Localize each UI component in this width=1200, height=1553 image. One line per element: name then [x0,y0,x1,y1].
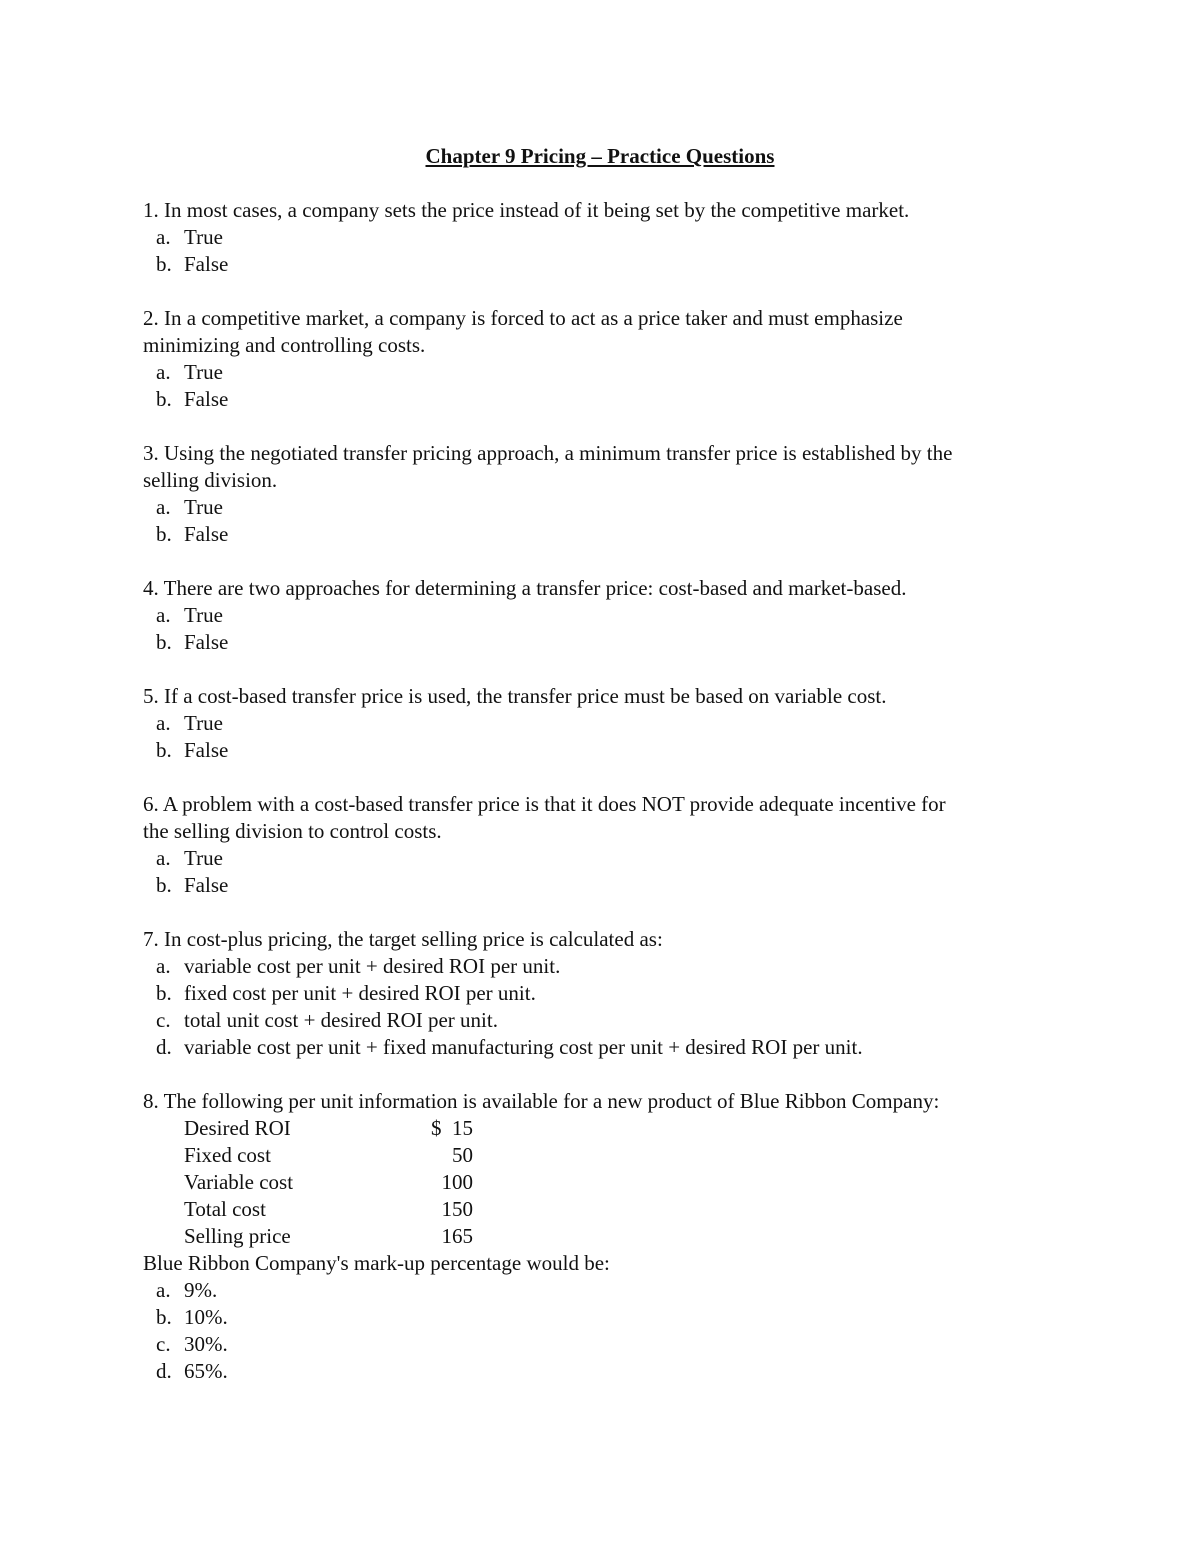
option-letter: b. [156,738,172,762]
option-text: 10%. [184,1305,228,1329]
answer-option-a [143,602,1073,629]
option-text: 65%. [184,1359,228,1383]
answer-option-a [143,710,1073,737]
question-7 [143,926,1073,1061]
info-row-desired-roi [143,1115,1073,1142]
question-prompt: Blue Ribbon Company's mark-up percentage would be: [143,1251,610,1275]
option-text: total unit cost + desired ROI per unit. [184,1008,498,1032]
info-row-fixed-cost [143,1142,1073,1169]
option-letter: b. [156,1305,172,1329]
option-text: 9%. [184,1278,218,1302]
question-stem-continuation: the selling division to control costs. [143,819,442,843]
option-text: False [184,252,229,276]
option-text: False [184,387,229,411]
option-text: True [184,360,223,384]
page-title: Chapter 9 Pricing – Practice Questions [425,144,775,168]
option-text: True [184,711,223,735]
option-letter: b. [156,522,172,546]
question-8 [143,1088,1073,1385]
info-label: Total cost [184,1197,266,1221]
answer-options [143,845,1073,899]
question-5 [143,683,1073,764]
option-letter: b. [156,252,172,276]
option-text: False [184,873,229,897]
answer-option-c [143,1007,1073,1034]
answer-option-d [143,1034,1073,1061]
option-text: fixed cost per unit + desired ROI per unit. [184,981,536,1005]
answer-option-b [143,629,1073,656]
question-4 [143,575,1073,656]
info-label: Fixed cost [184,1143,271,1167]
info-label: Desired ROI [184,1116,291,1140]
option-text: True [184,603,223,627]
answer-option-b [143,251,1073,278]
answer-option-b [143,386,1073,413]
question-6 [143,791,1073,899]
info-value: 50 [452,1143,473,1167]
question-stem: 3. Using the negotiated transfer pricing approach, a minimum transfer price is established by the [143,441,953,465]
answer-option-a [143,494,1073,521]
info-value: 165 [441,1224,473,1248]
answer-option-a [143,1277,1073,1304]
answer-options [143,224,1073,278]
option-letter: b. [156,981,172,1005]
info-row-total-cost [143,1196,1073,1223]
question-1 [143,197,1073,278]
option-letter: a. [156,954,171,978]
option-text: variable cost per unit + fixed manufacturing cost per unit + desired ROI per unit. [184,1035,863,1059]
question-stem: 7. In cost-plus pricing, the target selling price is calculated as: [143,927,663,951]
option-text: False [184,522,229,546]
answer-option-c [143,1331,1073,1358]
option-letter: d. [156,1035,172,1059]
option-letter: a. [156,603,171,627]
answer-options [143,602,1073,656]
option-text: False [184,738,229,762]
info-row-variable-cost [143,1169,1073,1196]
answer-option-a [143,359,1073,386]
option-text: 30%. [184,1332,228,1356]
answer-option-a [143,224,1073,251]
option-letter: a. [156,846,171,870]
question-stem: 6. A problem with a cost-based transfer price is that it does NOT provide adequate incentive for [143,792,946,816]
question-stem: 2. In a competitive market, a company is forced to act as a price taker and must emphasize [143,306,903,330]
question-stem: 8. The following per unit information is available for a new product of Blue Ribbon Company: [143,1089,940,1113]
info-value: 150 [441,1197,473,1221]
option-text: False [184,630,229,654]
option-letter: a. [156,495,171,519]
answer-option-a [143,845,1073,872]
answer-options [143,494,1073,548]
option-text: variable cost per unit + desired ROI per unit. [184,954,561,978]
question-stem: 5. If a cost-based transfer price is used, the transfer price must be based on variable cost. [143,684,887,708]
questions-list [143,197,1073,1412]
answer-options [143,710,1073,764]
question-stem-continuation: selling division. [143,468,278,492]
question-stem: 1. In most cases, a company sets the price instead of it being set by the competitive market. [143,198,910,222]
answer-option-b [143,1304,1073,1331]
answer-option-b [143,737,1073,764]
answer-option-a [143,953,1073,980]
answer-options [143,953,1073,1061]
question-stem-continuation: minimizing and controlling costs. [143,333,426,357]
option-text: True [184,495,223,519]
info-label: Selling price [184,1224,291,1248]
question-2 [143,305,1073,413]
option-letter: b. [156,873,172,897]
answer-option-b [143,521,1073,548]
unit-info-table [143,1115,1073,1250]
answer-options [143,359,1073,413]
info-value: $ 15 [431,1116,473,1140]
option-letter: b. [156,387,172,411]
answer-options [143,1277,1073,1385]
answer-option-b [143,980,1073,1007]
answer-option-d [143,1358,1073,1385]
option-text: True [184,225,223,249]
option-letter: d. [156,1359,172,1383]
question-3 [143,440,1073,548]
answer-option-b [143,872,1073,899]
option-letter: c. [156,1008,171,1032]
option-letter: a. [156,711,171,735]
info-label: Variable cost [184,1170,294,1194]
option-letter: a. [156,360,171,384]
option-letter: a. [156,1278,171,1302]
question-stem: 4. There are two approaches for determining a transfer price: cost-based and market-based. [143,576,907,600]
option-text: True [184,846,223,870]
option-letter: b. [156,630,172,654]
info-row-selling-price [143,1223,1073,1250]
option-letter: a. [156,225,171,249]
info-value: 100 [441,1170,473,1194]
option-letter: c. [156,1332,171,1356]
